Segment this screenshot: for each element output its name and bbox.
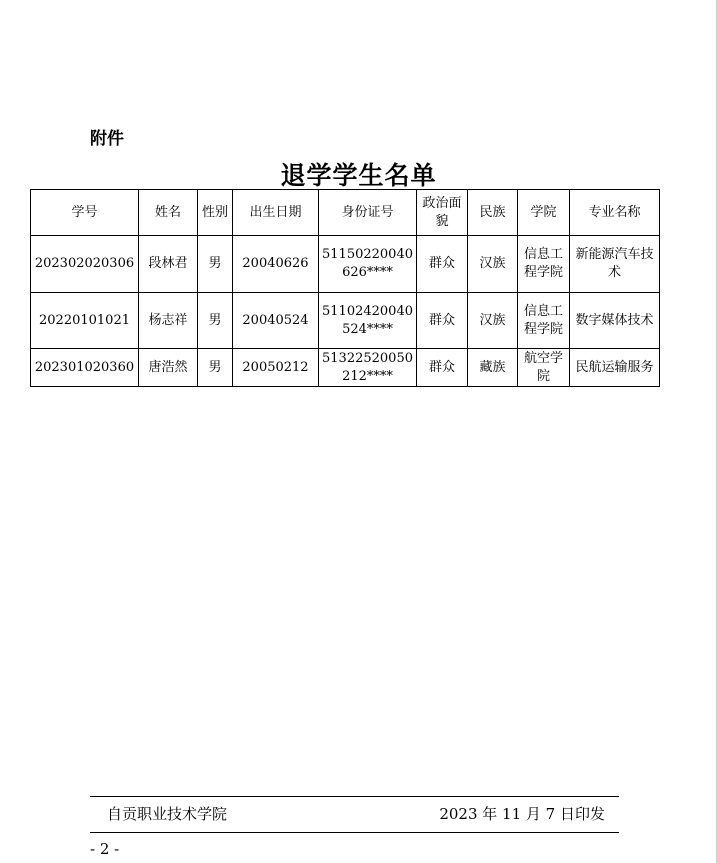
cell-gender: 男 [198,236,233,293]
cell-student-id: 202301020360 [31,349,139,387]
cell-name: 杨志祥 [139,293,198,349]
header-college: 学院 [518,190,570,236]
cell-ethnicity: 汉族 [468,236,518,293]
header-name: 姓名 [139,190,198,236]
cell-id-number: 51150220040626**** [319,236,417,293]
header-political-status: 政治面 貌 [417,190,468,236]
cell-birth-date: 20050212 [233,349,319,387]
table-header-row [31,190,660,236]
annex-label: 附件 [90,129,124,149]
header-birth-date: 出生日期 [233,190,319,236]
cell-birth-date: 20040626 [233,236,319,293]
cell-name: 段林君 [139,236,198,293]
footer-bottom-rule [90,832,619,833]
header-id-number: 身份证号 [319,190,417,236]
cell-name: 唐浩然 [139,349,198,387]
footer-issuer: 自贡职业技术学院 [107,805,228,823]
cell-college: 航空学院 [518,349,570,387]
header-student-id: 学号 [31,190,139,236]
footer-issue-date: 2023 年 11 月 7 日印发 [439,805,605,823]
page-number: - 2 - [90,840,120,858]
header-major: 专业名称 [570,190,660,236]
cell-student-id: 20220101021 [31,293,139,349]
table-row [31,349,660,387]
withdrawn-students-table [30,189,660,387]
cell-college: 信息工程学院 [518,236,570,293]
table-row [31,293,660,349]
header-gender: 性别 [198,190,233,236]
cell-birth-date: 20040524 [233,293,319,349]
cell-major: 新能源汽车技术 [570,236,660,293]
cell-major: 数字媒体技术 [570,293,660,349]
cell-major: 民航运输服务 [570,349,660,387]
cell-ethnicity: 藏族 [468,349,518,387]
cell-political-status: 群众 [417,349,468,387]
cell-id-number: 51102420040524**** [319,293,417,349]
cell-gender: 男 [198,293,233,349]
footer-top-rule [90,796,619,797]
header-ethnicity: 民族 [468,190,518,236]
cell-id-number: 51322520050212**** [319,349,417,387]
cell-political-status: 群众 [417,236,468,293]
cell-ethnicity: 汉族 [468,293,518,349]
cell-gender: 男 [198,349,233,387]
cell-student-id: 202302020306 [31,236,139,293]
cell-college: 信息工程学院 [518,293,570,349]
table-row [31,236,660,293]
cell-political-status: 群众 [417,293,468,349]
document-title: 退学学生名单 [280,161,437,190]
